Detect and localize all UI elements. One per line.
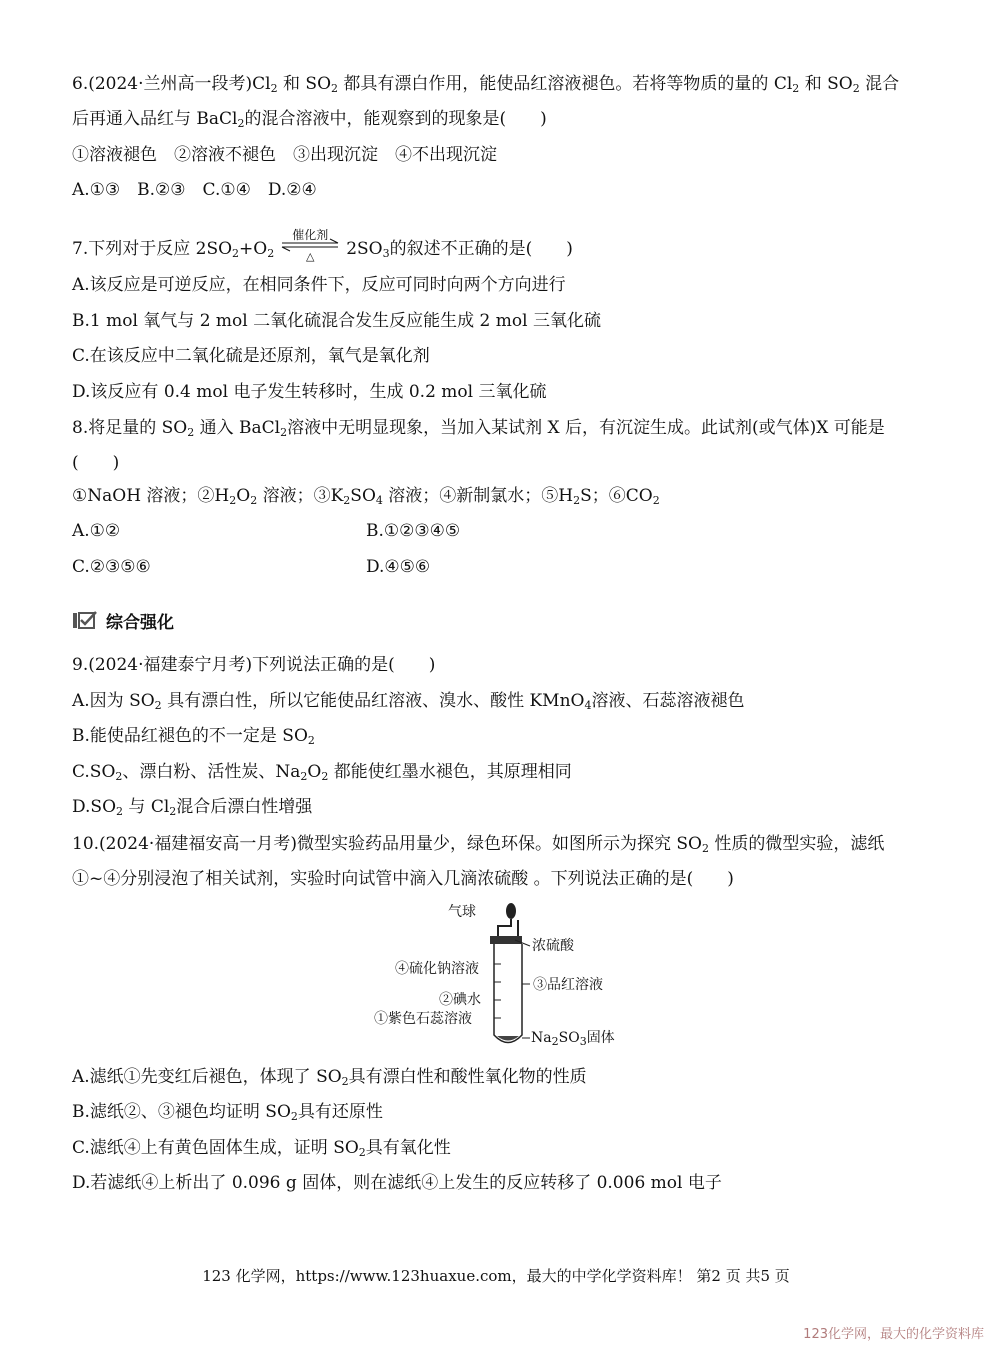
q8-items: ①NaOH 溶液；$②H_2O_2$ 溶液；$③K_2SO_4$ 溶液；④新制氯水；$⑤H_2S$；$⑥CO_2$ — [72, 486, 660, 507]
q10-stem-line2: ①~④分别浸泡了相关试剂，实验时向试管中滴入几滴浓硫酸 。下列说法正确的是( ) — [72, 869, 734, 889]
q8-option-c: C.②③⑤⑥ — [72, 557, 151, 577]
q10-option-a: A.滤纸①先变红后褪色，体现了 $SO_2$具有漂白性和酸性氧化物的性质 — [72, 1067, 587, 1088]
q6-stem-line1: 6.(2024·兰州高一段考)$Cl_2$ 和 $SO_2$ 都具有漂白作用，能使品红溶液褪色。若将等物质的量的 $Cl_2$ 和 $SO_2$ 混合 — [72, 74, 900, 95]
section-title: 综合强化 — [106, 612, 174, 633]
checkbox-pencil-icon — [72, 610, 98, 630]
paper3-label: ③品红溶液 — [533, 977, 603, 993]
paper2-label: ②碘水 — [439, 992, 481, 1008]
q7-stem: 7.下列对于反应 $2SO_2+O_2$ 催化剂 △ $2SO_3$的叙述不正确的是( ) — [72, 228, 573, 263]
q6-items: ①溶液褪色 ②溶液不褪色 ③出现沉淀 ④不出现沉淀 — [72, 145, 497, 165]
q8-option-b: B.①②③④⑤ — [366, 521, 461, 541]
watermark: 123化学网，最大的化学资料库 — [803, 1327, 984, 1342]
q10-option-b: B.滤纸②、③褪色均证明 $SO_2$具有还原性 — [72, 1102, 383, 1123]
q10-option-c: C.滤纸④上有黄色固体生成，证明 $SO_2$具有氧化性 — [72, 1138, 451, 1159]
q7-option-c: C.在该反应中二氧化硫是还原剂，氧气是氧化剂 — [72, 346, 430, 366]
q8-option-d: D.④⑤⑥ — [366, 557, 431, 577]
q10-option-d: D.若滤纸④上析出了 0.096 g 固体，则在滤纸④上发生的反应转移了 0.006 mol 电子 — [72, 1173, 722, 1193]
q6-options: A.①③ B.②③ C.①④ D.②④ — [72, 180, 317, 200]
paper1-label: ①紫色石蕊溶液 — [374, 1011, 472, 1027]
q8-stem-line2: ( ) — [72, 453, 120, 473]
q6-stem-line2: 后再通入品红与 BaCl$_2$的混合溶液中，能观察到的现象是( ) — [72, 109, 547, 130]
q9-option-d: $D.SO_2$ 与 $Cl_2$混合后漂白性增强 — [72, 797, 313, 818]
acid-label: 浓硫酸 — [532, 938, 574, 954]
reversible-arrow: 催化剂 △ — [280, 238, 340, 260]
q9-stem: 9.(2024·福建泰宁月考)下列说法正确的是( ) — [72, 655, 436, 675]
q8-option-a: A.①② — [72, 521, 121, 541]
solid-label: $Na_2SO_3$固体 — [531, 1030, 615, 1048]
q9-option-b: B.能使品红褪色的不一定是 $SO_2$ — [72, 726, 315, 747]
balloon-label: 气球 — [448, 904, 476, 920]
q7-option-a: A.该反应是可逆反应，在相同条件下，反应可同时向两个方向进行 — [72, 275, 566, 295]
q9-option-c: $C.SO_2$、漂白粉、活性炭、$Na_2O_2$ 都能使红墨水褪色，其原理相同 — [72, 762, 572, 783]
q7-option-d: D.该反应有 0.4 mol 电子发生转移时，生成 0.2 mol 三氧化硫 — [72, 382, 547, 402]
q7-option-b: B.1 mol 氧气与 2 mol 二氧化硫混合发生反应能生成 2 mol 三氧化硫 — [72, 311, 601, 331]
page-footer: 123 化学网，https://www.123huaxue.com，最大的中学化学资料库！ 第2 页 共5 页 — [202, 1267, 790, 1285]
q9-option-a: A.因为 $SO_2$ 具有漂白性，所以它能使品红溶液、溴水、酸性 KMnO$_4$溶液、石蕊溶液褪色 — [72, 691, 745, 712]
experiment-diagram — [370, 900, 630, 1055]
q8-stem-line1: 8.将足量的 $SO_2$ 通入 BaCl$_2$溶液中无明显现象，当加入某试剂 X 后，有沉淀生成。此试剂(或气体)X 可能是 — [72, 418, 885, 439]
paper4-label: ④硫化钠溶液 — [395, 961, 479, 977]
q10-stem-line1: 10.(2024·福建福安高一月考)微型实验药品用量少，绿色环保。如图所示为探究 $SO_2$ 性质的微型实验，滤纸 — [72, 834, 885, 855]
section-heading — [72, 608, 174, 632]
